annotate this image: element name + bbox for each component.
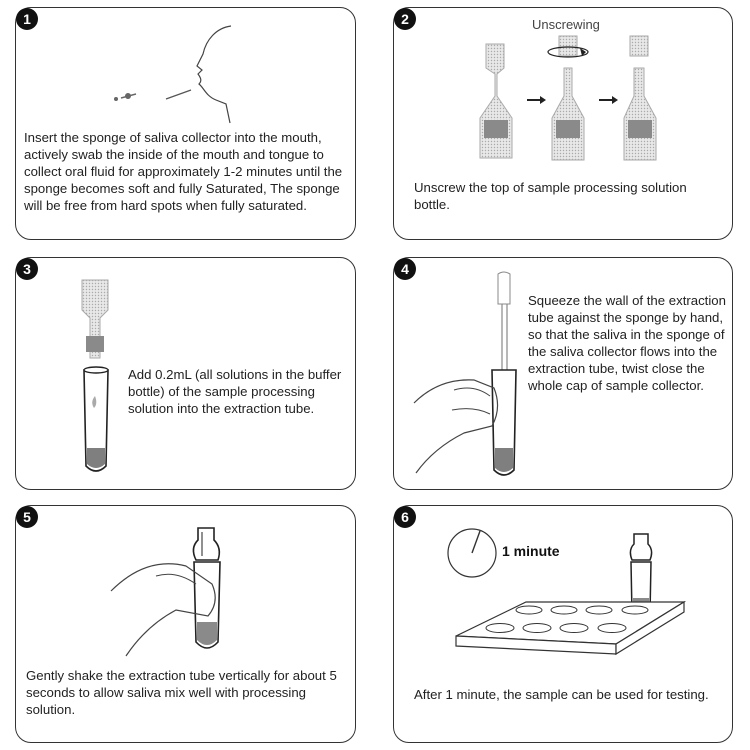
step-3-panel [15,257,356,490]
step-4-panel [393,257,733,490]
step-6-text: After 1 minute, the sample can be used for testing. [414,687,709,702]
step-3-text: Add 0.2mL (all solutions in the buffer bottle) of the sample processing solution into the extraction tube. [128,367,342,416]
step-number-badge: 5 [16,506,38,528]
step-number-badge: 6 [394,506,416,528]
timer-label: 1 minute [502,543,560,559]
step-number-badge: 2 [394,8,416,30]
unscrewing-label: Unscrewing [532,17,600,32]
step-2-text: Unscrew the top of sample processing solution bottle. [414,180,687,212]
step-4-text: Squeeze the wall of the extraction tube against the sponge by hand, so that the saliva in the sponge of the saliva collector flows into the extraction tube, twist close the whole cap of sample collector. [528,293,726,393]
step-2-panel [393,7,733,240]
step-number-badge: 1 [16,8,38,30]
test-plate-illustration [394,506,734,744]
step-number-badge: 4 [394,258,416,280]
step-5-text: Gently shake the extraction tube vertically for about 5 seconds to allow saliva mix well with processing solution. [26,668,337,717]
step-1-panel [15,7,356,240]
step-number-badge: 3 [16,258,38,280]
step-1-text: Insert the sponge of saliva collector into the mouth, actively swab the inside of the mouth and tongue to collect oral fluid for approximately 1-2 minutes until the sponge becomes soft and fully Saturated, The sponge will be free from hard spots when fully saturated. [24,130,343,213]
step-5-panel [15,505,356,743]
step-6-panel [393,505,733,743]
